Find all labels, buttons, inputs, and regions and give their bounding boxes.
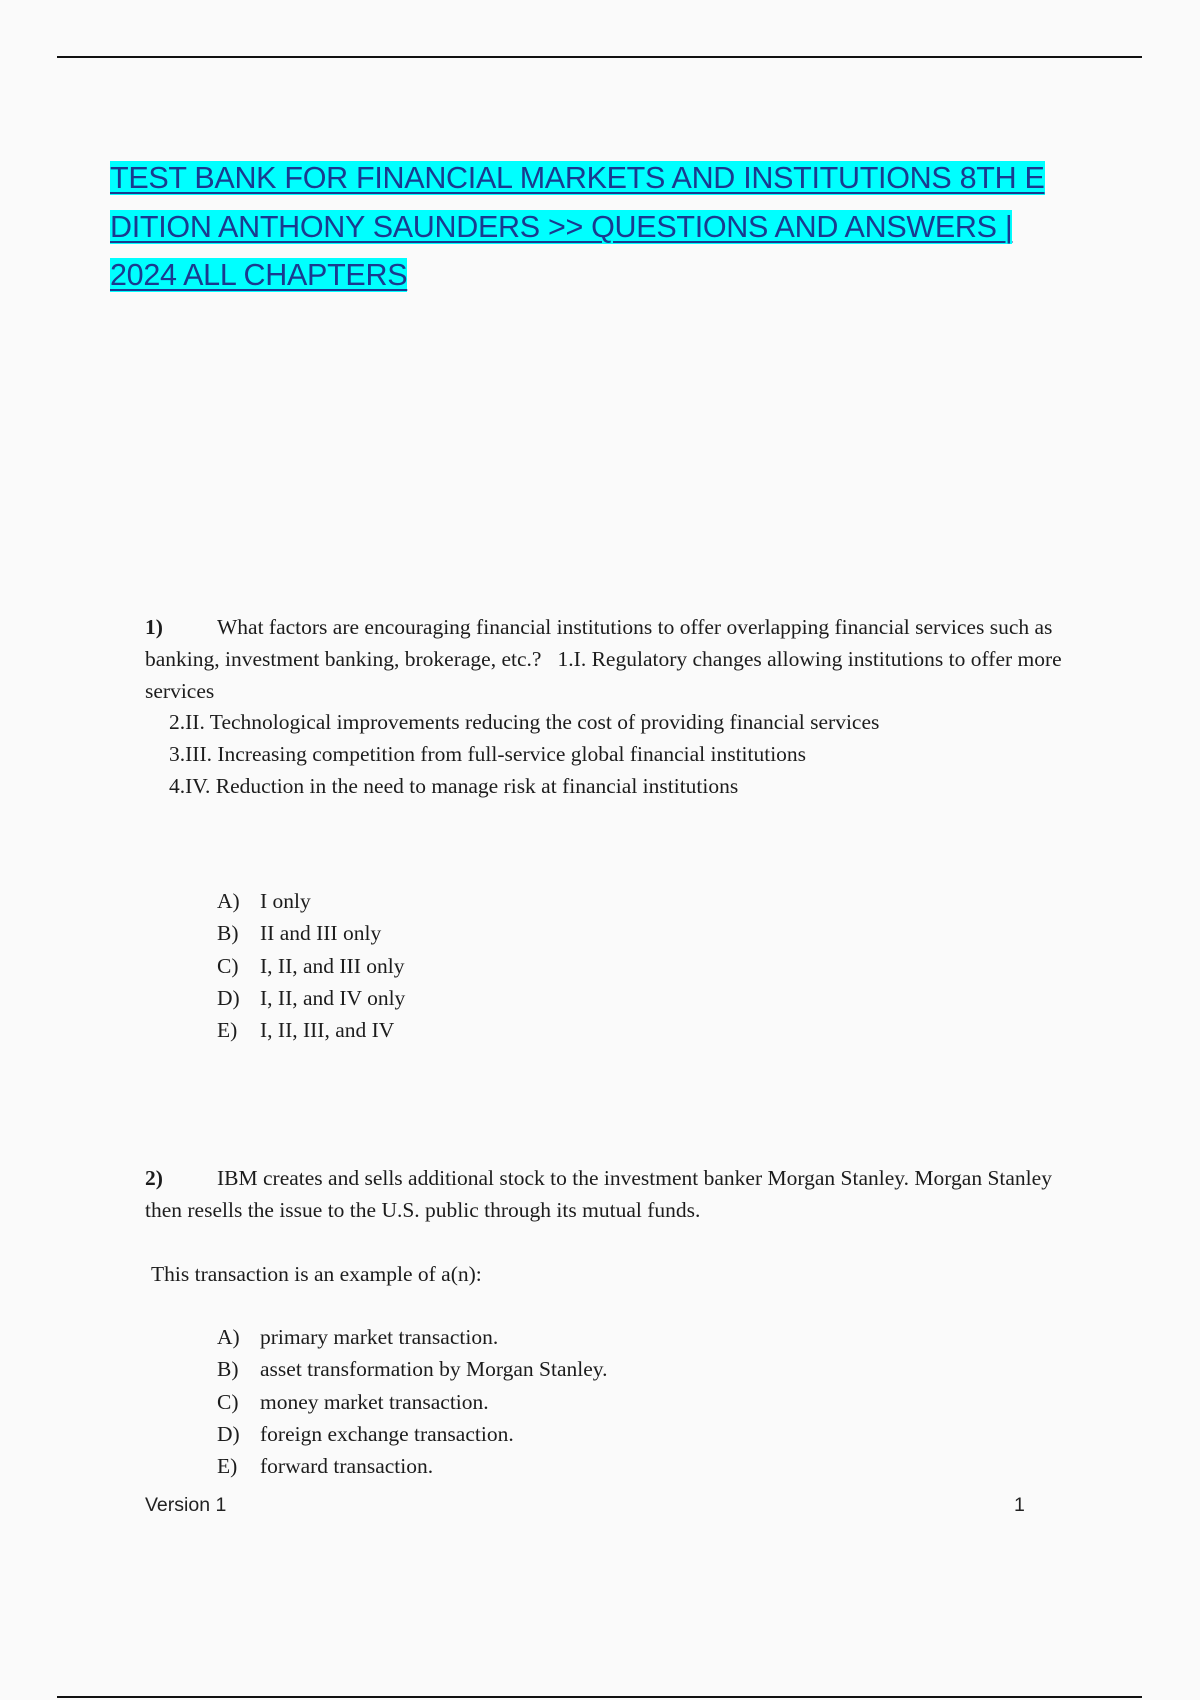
option-label: D) — [217, 985, 240, 1010]
answer-option — [217, 950, 405, 982]
option-text: money market transaction. — [260, 1389, 489, 1414]
option-text: forward transaction. — [260, 1454, 434, 1479]
answer-option — [217, 1418, 608, 1450]
question-1-options — [217, 885, 405, 1046]
question-2 — [145, 1162, 1080, 1226]
title-line-3[interactable]: 2024 ALL CHAPTERS — [110, 258, 408, 292]
question-1 — [145, 611, 1080, 707]
answer-option — [217, 1386, 608, 1418]
answer-option — [217, 917, 405, 949]
option-label: E) — [217, 1018, 238, 1043]
option-text: foreign exchange transaction. — [260, 1421, 514, 1446]
bottom-rule — [57, 1696, 1142, 1698]
option-label: C) — [217, 953, 239, 978]
option-label: B) — [217, 921, 239, 946]
option-text: primary market transaction. — [260, 1325, 499, 1349]
option-text: I, II, and III only — [260, 953, 405, 978]
option-text: II and III only — [260, 921, 382, 946]
option-label: B) — [217, 1357, 239, 1382]
option-label: A) — [217, 889, 240, 913]
question-text: What factors are encouraging financial institutions to offer overlapping financial services such as banking, investment banking, brokerage, etc.? 1.I. Regulatory changes allowing institutions to offer more services — [145, 615, 1062, 703]
question-1-subitem: 2.II. Technological improvements reducing the cost of providing financial services — [169, 710, 880, 734]
answer-option — [217, 982, 405, 1014]
question-number: 2) — [145, 1166, 163, 1190]
option-text: asset transformation by Morgan Stanley. — [260, 1357, 608, 1382]
option-text: I, II, III, and IV — [260, 1018, 395, 1043]
footer-version: Version 1 — [145, 1494, 227, 1516]
document-title — [110, 154, 1130, 300]
answer-option — [217, 1014, 405, 1046]
question-1-subitem: 4.IV. Reduction in the need to manage risk at financial institutions — [169, 774, 739, 798]
question-text: IBM creates and sells additional stock to the investment banker Morgan Stanley. Morgan Stanley then resells the issue to the U.S. public through its mutual funds. — [145, 1166, 1052, 1222]
option-label: C) — [217, 1389, 239, 1414]
answer-option — [217, 1353, 608, 1385]
option-label: A) — [217, 1325, 240, 1349]
title-line-2[interactable]: DITION ANTHONY SAUNDERS >> QUESTIONS AND ANSWERS | — [110, 209, 1013, 244]
top-rule — [57, 56, 1142, 58]
option-text: I only — [260, 889, 311, 913]
question-1-subitem: 3.III. Increasing competition from full-service global financial institutions — [169, 742, 807, 766]
option-label: D) — [217, 1421, 240, 1446]
page-number: 1 — [1014, 1494, 1025, 1516]
question-number: 1) — [145, 615, 163, 639]
answer-option — [217, 1321, 608, 1353]
option-label: E) — [217, 1454, 238, 1479]
answer-option — [217, 1450, 608, 1482]
answer-option — [217, 885, 405, 917]
option-text: I, II, and IV only — [260, 985, 406, 1010]
title-line-1[interactable]: TEST BANK FOR FINANCIAL MARKETS AND INSTITUTIONS 8TH E — [110, 161, 1045, 195]
question-2-stem: This transaction is an example of a(n): — [151, 1262, 482, 1286]
question-2-options — [217, 1321, 608, 1482]
